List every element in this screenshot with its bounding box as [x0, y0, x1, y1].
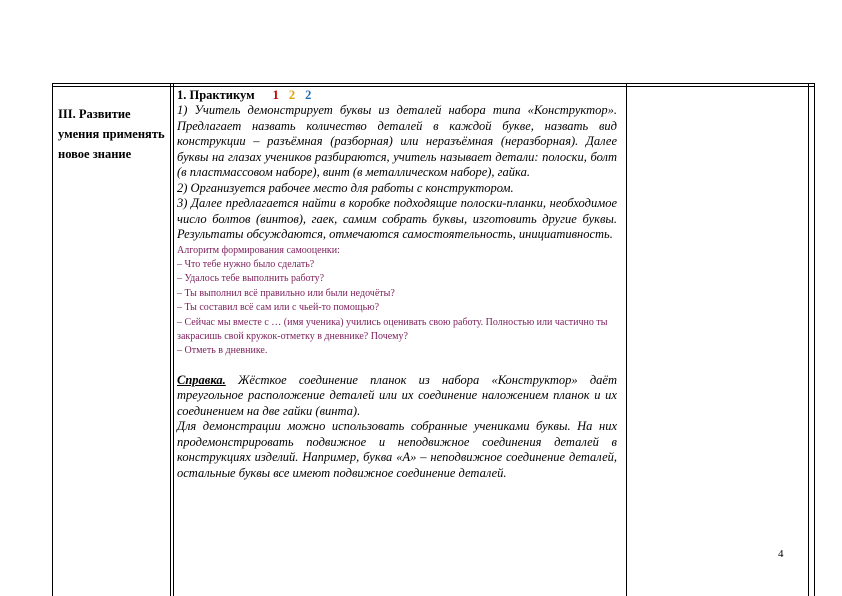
column-divider	[170, 84, 171, 596]
demonstration-paragraph: Для демонстрации можно использовать собранные учениками буквы. На них продемонстрировать подвижное и неподвижное соединения деталей в конструкциях изделий. Например, буква «А» – неподвижное соединение деталей, остальные буквы все имеют подвижное соединение деталей.	[177, 419, 617, 480]
algorithm-item: – Сейчас мы вместе с … (имя ученика) учились оценивать свою работу. Полностью или частично ты закрасишь свой кружок-отметку в дневнике? Почему?	[177, 316, 608, 342]
practicum-number-3: 2	[305, 88, 312, 102]
column-divider	[173, 84, 174, 596]
reference-paragraph	[177, 373, 617, 420]
reference-text: Жёсткое соединение планок из набора «Конструктор» даёт треугольное расположение деталей или их соединение наложением планок и их соединением на две гайки (винта).	[177, 372, 617, 418]
self-assessment-algorithm	[177, 244, 617, 359]
algorithm-item: – Ты выполнил всё правильно или были недочёты?	[177, 287, 395, 299]
paragraph-1: 1) Учитель демонстрирует буквы из деталей набора типа «Конструктор». Предлагает назвать количество деталей в каждой букве, назвать вид конструкции – разъёмная (разборная) или неразъёмная (неразборная). Далее буквы на глазах учеников разбираются, учитель называет детали: полоски, болт (в пластмассовом наборе), винт (в металлическом наборе), гайка.	[177, 103, 617, 179]
stage-title: III. Развитие умения применять новое знание	[58, 107, 165, 161]
algorithm-item: – Удалось тебе выполнить работу?	[177, 273, 325, 285]
practicum-number-2: 2	[288, 88, 296, 102]
paragraph-3: 3) Далее предлагается найти в коробке подходящие полоски-планки, необходимое число болтов (винтов), гаек, самим собрать буквы, изготовить другие буквы. Результаты обсуждаются, отмечаются самостоятельность, инициативность.	[177, 196, 617, 241]
algorithm-item: – Отметь в дневнике.	[177, 345, 268, 357]
content-cell	[177, 88, 617, 481]
table-top-border	[53, 86, 814, 87]
practicum-heading	[177, 88, 617, 103]
practicum-number-1: 1	[272, 88, 279, 102]
reference-label: Справка.	[177, 372, 226, 387]
algorithm-item: – Ты составил всё сам или с чьей-то помощью?	[177, 302, 380, 314]
algorithm-title: Алгоритм формирования самооценки:	[177, 244, 340, 256]
page-number: 4	[778, 548, 784, 560]
practicum-title: 1. Практикум	[177, 88, 255, 102]
algorithm-item: – Что тебе нужно было сделать?	[177, 258, 315, 270]
column-divider	[808, 84, 809, 596]
paragraph-2: 2) Организуется рабочее место для работы с конструктором.	[177, 180, 514, 195]
column-divider	[626, 84, 627, 596]
